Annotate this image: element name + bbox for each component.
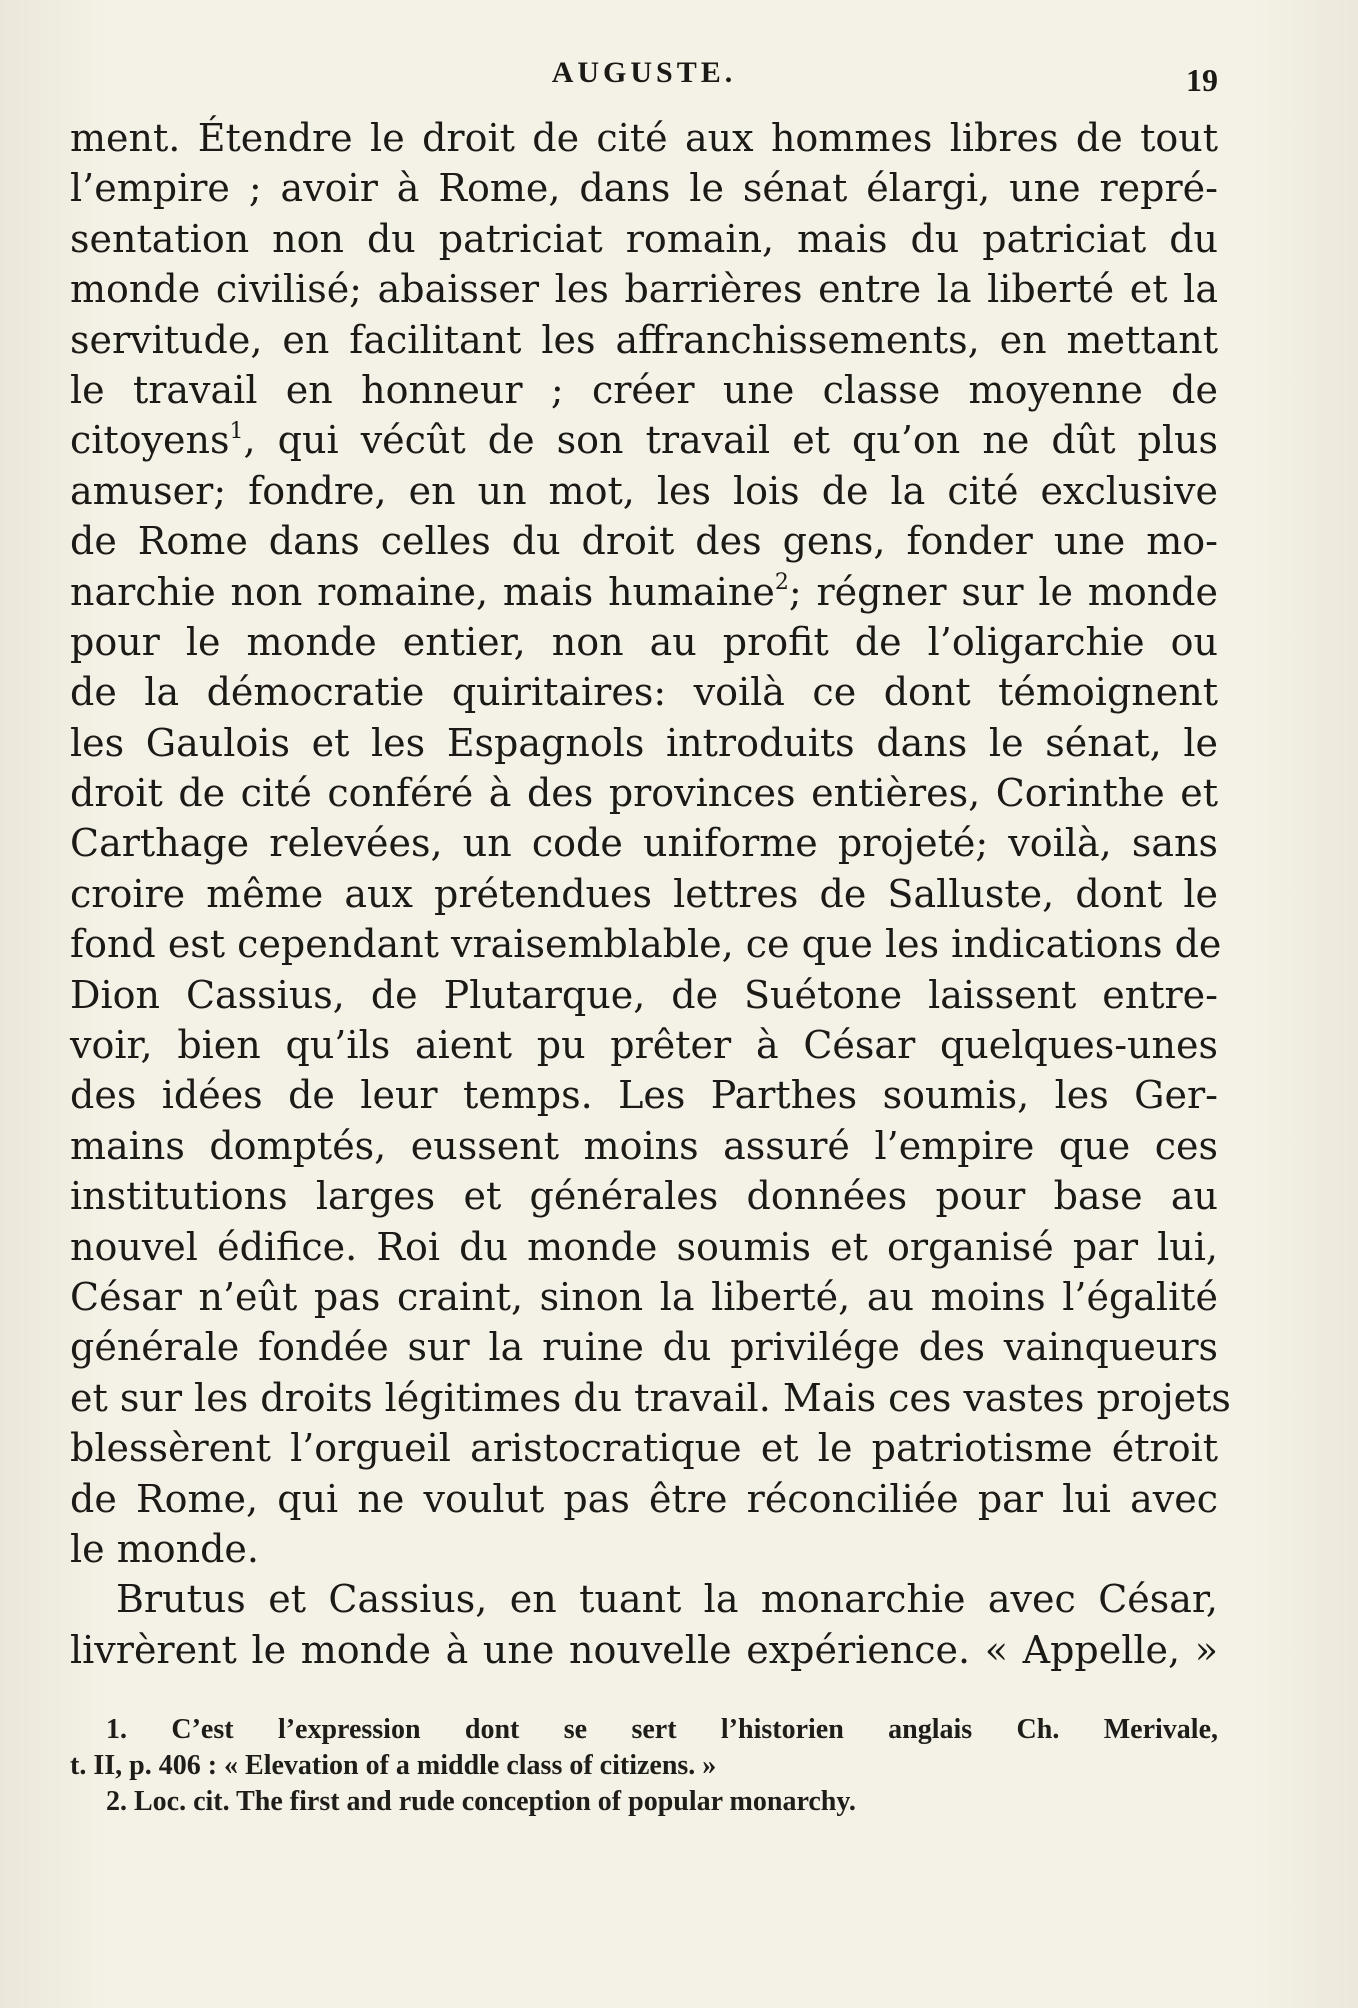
text-line: droit de cité conféré à des provinces entières, Corinthe et <box>70 771 1218 816</box>
text-line: pour le monde entier, non au profit de l’oligarchie ou <box>70 619 1218 664</box>
text-line: les Gaulois et les Espagnols introduits dans le sénat, le <box>70 720 1218 765</box>
text-line: des idées de leur temps. Les Parthes soumis, les Ger- <box>70 1073 1218 1118</box>
text-line: livrèrent le monde à une nouvelle expérience. « Appelle, » <box>70 1627 1218 1672</box>
text-line <box>70 415 1218 465</box>
text-line: blessèrent l’orgueil aristocratique et le patriotisme étroit <box>70 1426 1218 1471</box>
page-number: 19 <box>1186 62 1218 98</box>
text-line: amuser; fondre, en un mot, les lois de la cité exclusive <box>70 468 1218 513</box>
text-line: institutions larges et générales données pour base au <box>70 1174 1218 1219</box>
footnote-ref[interactable]: 1 <box>229 418 244 444</box>
text-line: ment. Étendre le droit de cité aux hommes libres de tout <box>70 116 1218 160</box>
text-line: nouvel édifice. Roi du monde soumis et organisé par lui, <box>70 1224 1218 1269</box>
text-line: de Rome dans celles du droit des gens, fonder une mo- <box>70 519 1218 564</box>
footnote-1-line-2: t. II, p. 406 : « Elevation of a middle class of citizens. » <box>70 1750 717 1781</box>
text-fragment: ; régner sur le monde <box>788 569 1218 614</box>
text-line: Dion Cassius, de Plutarque, de Suétone laissent entre- <box>70 972 1218 1017</box>
text-line: l’empire ; avoir à Rome, dans le sénat élargi, une repré- <box>70 166 1218 211</box>
text-line <box>70 567 1218 617</box>
text-line: César n’eût pas craint, sinon la liberté, au moins l’égalité <box>70 1274 1218 1319</box>
text-line: et sur les droits légitimes du travail. Mais ces vastes projets <box>70 1375 1231 1420</box>
body-text <box>70 113 1231 1675</box>
footnote-2: 2. Loc. cit. The first and rude conception of popular monarchy. <box>106 1786 856 1817</box>
footnotes <box>70 1712 1218 1820</box>
text-line: de Rome, qui ne voulut pas être réconciliée par lui avec <box>70 1476 1218 1521</box>
text-line: Carthage relevées, un code uniforme projeté; voilà, sans <box>70 821 1218 866</box>
text-line: fond est cependant vraisemblable, ce que les indications de <box>70 922 1222 967</box>
text-line: servitude, en facilitant les affranchissements, en mettant <box>70 317 1218 362</box>
running-head <box>70 56 1218 96</box>
text-line: de la démocratie quiritaires: voilà ce dont témoignent <box>70 670 1218 715</box>
text-line: monde civilisé; abaisser les barrières entre la liberté et la <box>70 267 1218 312</box>
text-line: générale fondée sur la ruine du privilége des vainqueurs <box>70 1325 1218 1370</box>
text-line: le travail en honneur ; créer une classe moyenne de <box>70 367 1218 412</box>
text-line: voir, bien qu’ils aient pu prêter à César quelques-unes <box>70 1023 1218 1068</box>
text-line: le monde. <box>70 1526 259 1571</box>
footnote-ref[interactable]: 2 <box>774 569 789 595</box>
footnote-1-line-1: 1. C’est l’expression dont se sert l’historien anglais Ch. Merivale, <box>106 1714 1218 1745</box>
running-title: AUGUSTE. <box>551 56 737 89</box>
text-fragment: citoyens <box>70 418 230 463</box>
text-fragment: narchie non romaine, mais humaine <box>70 569 775 614</box>
text-line: croire même aux prétendues lettres de Salluste, dont le <box>70 871 1218 916</box>
text-line: mains domptés, eussent moins assuré l’empire que ces <box>70 1123 1218 1168</box>
text-fragment: , qui vécût de son travail et qu’on ne dût plus <box>243 418 1218 463</box>
text-line: Brutus et Cassius, en tuant la monarchie avec César, <box>116 1577 1218 1622</box>
text-line: sentation non du patriciat romain, mais du patriciat du <box>70 216 1218 261</box>
